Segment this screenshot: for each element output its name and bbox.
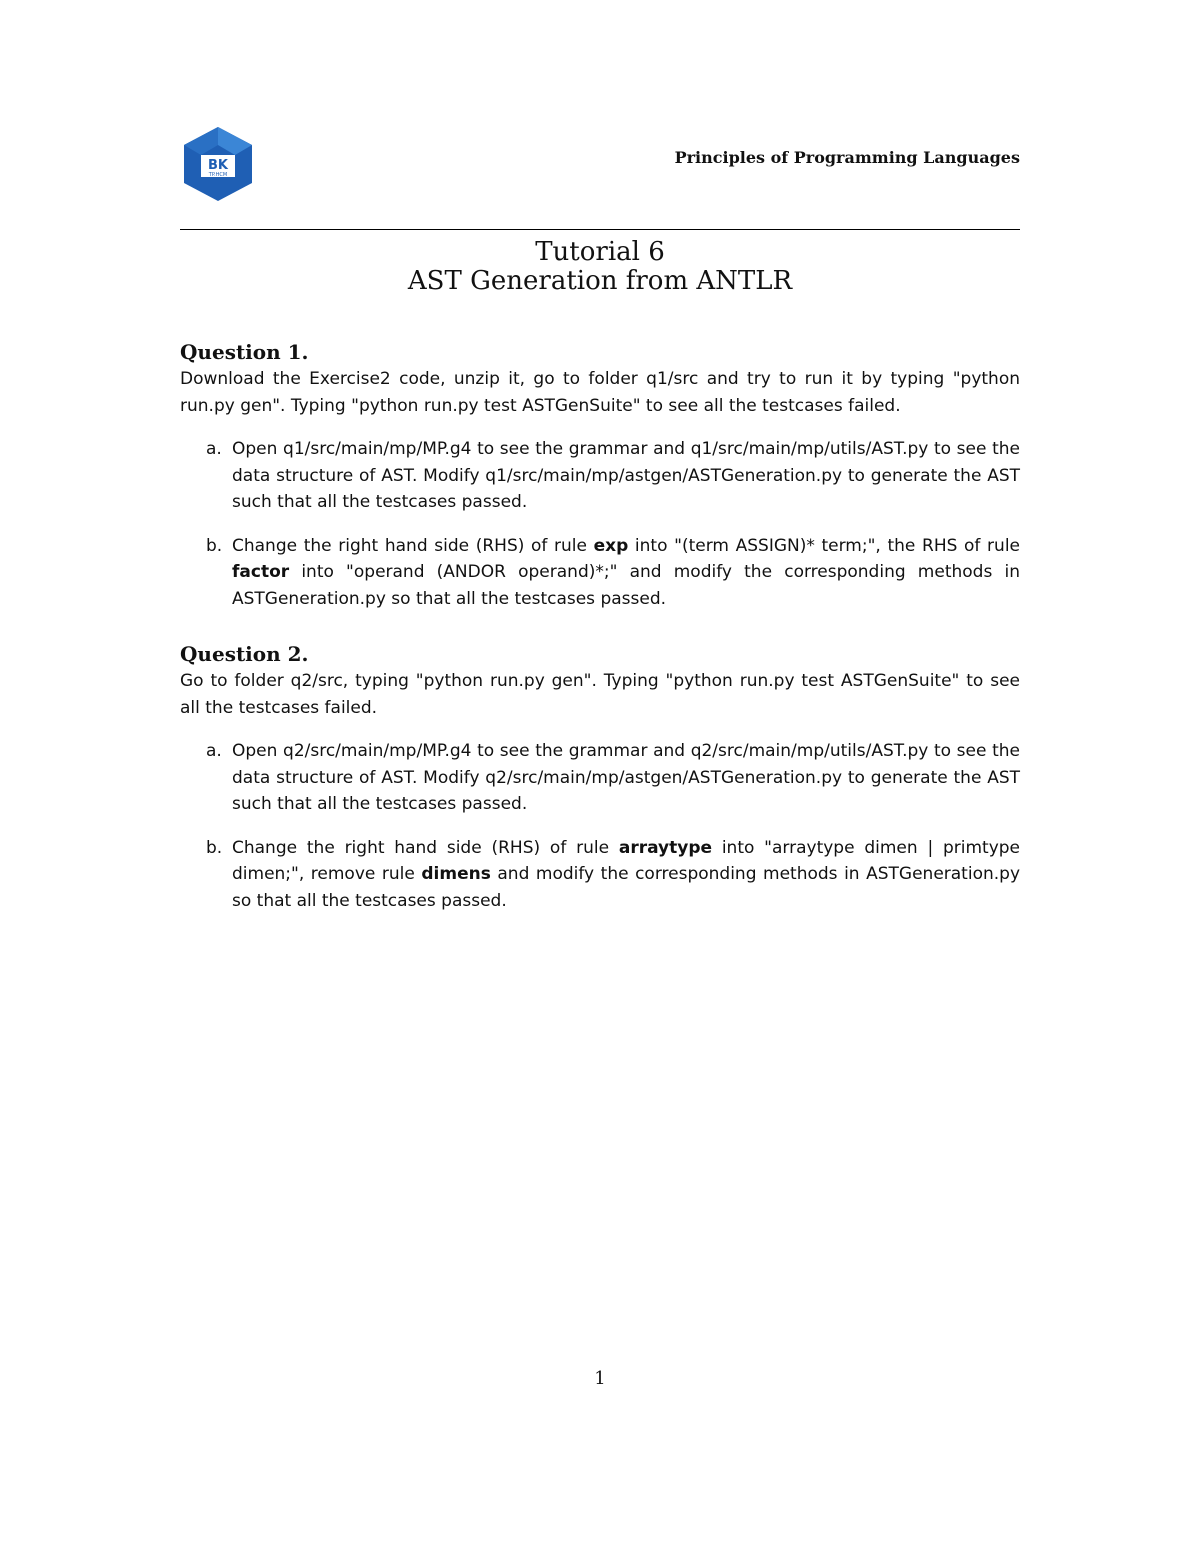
logo-text: BK (208, 158, 228, 173)
question-heading: Question 1. (180, 340, 309, 364)
rule-keyword: exp (593, 535, 629, 556)
question-item (180, 533, 1020, 613)
rule-keyword: arraytype (618, 837, 713, 858)
rule-keyword: factor (232, 562, 290, 582)
item-label: b. (206, 837, 223, 858)
question-text: Download the Exercise2 code, unzip it, go to folder q1/src and try to run it by typing "python run.py gen". Typing "python run.py test ASTGenSuite" to see all the testcases failed. (180, 369, 1020, 416)
item-label: a. (206, 741, 222, 761)
question-item (180, 436, 1020, 516)
document-title (180, 238, 1020, 296)
document-body (180, 338, 1020, 914)
item-text: Open q2/src/main/mp/MP.g4 to see the grammar and q2/src/main/mp/utils/AST.py to see the data structure of AST. Modify q2/src/main/mp/astgen/ASTGeneration.py to generate the AST such that all the testcases passed. (232, 741, 1020, 814)
question-item (180, 835, 1020, 915)
item-text-mid: into "arraytype dimen | primtype dimen;", remove rule (232, 837, 1021, 884)
item-text-pre: Change the right hand side (RHS) of rule (232, 535, 594, 556)
course-name: Principles of Programming Languages (674, 148, 1020, 167)
item-text: Open q1/src/main/mp/MP.g4 to see the grammar and q1/src/main/mp/utils/AST.py to see the data structure of AST. Modify q1/src/main/mp/astgen/ASTGeneration.py to generate the AST such that all the testcases passed. (232, 439, 1020, 512)
rule-keyword: dimens (421, 864, 491, 884)
question-1 (180, 338, 1020, 612)
question-heading: Question 2. (180, 642, 309, 666)
title-line-2: AST Generation from ANTLR (407, 266, 793, 296)
header-divider (180, 229, 1020, 230)
item-label: b. (206, 535, 223, 556)
question-text: Go to folder q2/src, typing "python run.py gen". Typing "python run.py test ASTGenSuite" to see all the testcases failed. (180, 671, 1020, 718)
item-label: a. (206, 439, 222, 459)
question-item (180, 738, 1020, 818)
university-logo (180, 125, 256, 201)
item-text-post: and modify the corresponding methods in ASTGeneration.py so that all the testcases passed. (232, 864, 1020, 911)
page-number: 1 (594, 1368, 606, 1389)
item-text-pre: Change the right hand side (RHS) of rule (232, 837, 619, 858)
question-2 (180, 640, 1020, 914)
logo-subtext: TP.HCM (208, 172, 228, 178)
item-text-post: into "operand (ANDOR operand)*;" and modify the corresponding methods in ASTGeneration.py so that all the testcases passed. (232, 562, 1020, 609)
title-line-1: Tutorial 6 (535, 237, 665, 267)
item-text-mid: into "(term ASSIGN)* term;", the RHS of rule (628, 535, 1020, 556)
